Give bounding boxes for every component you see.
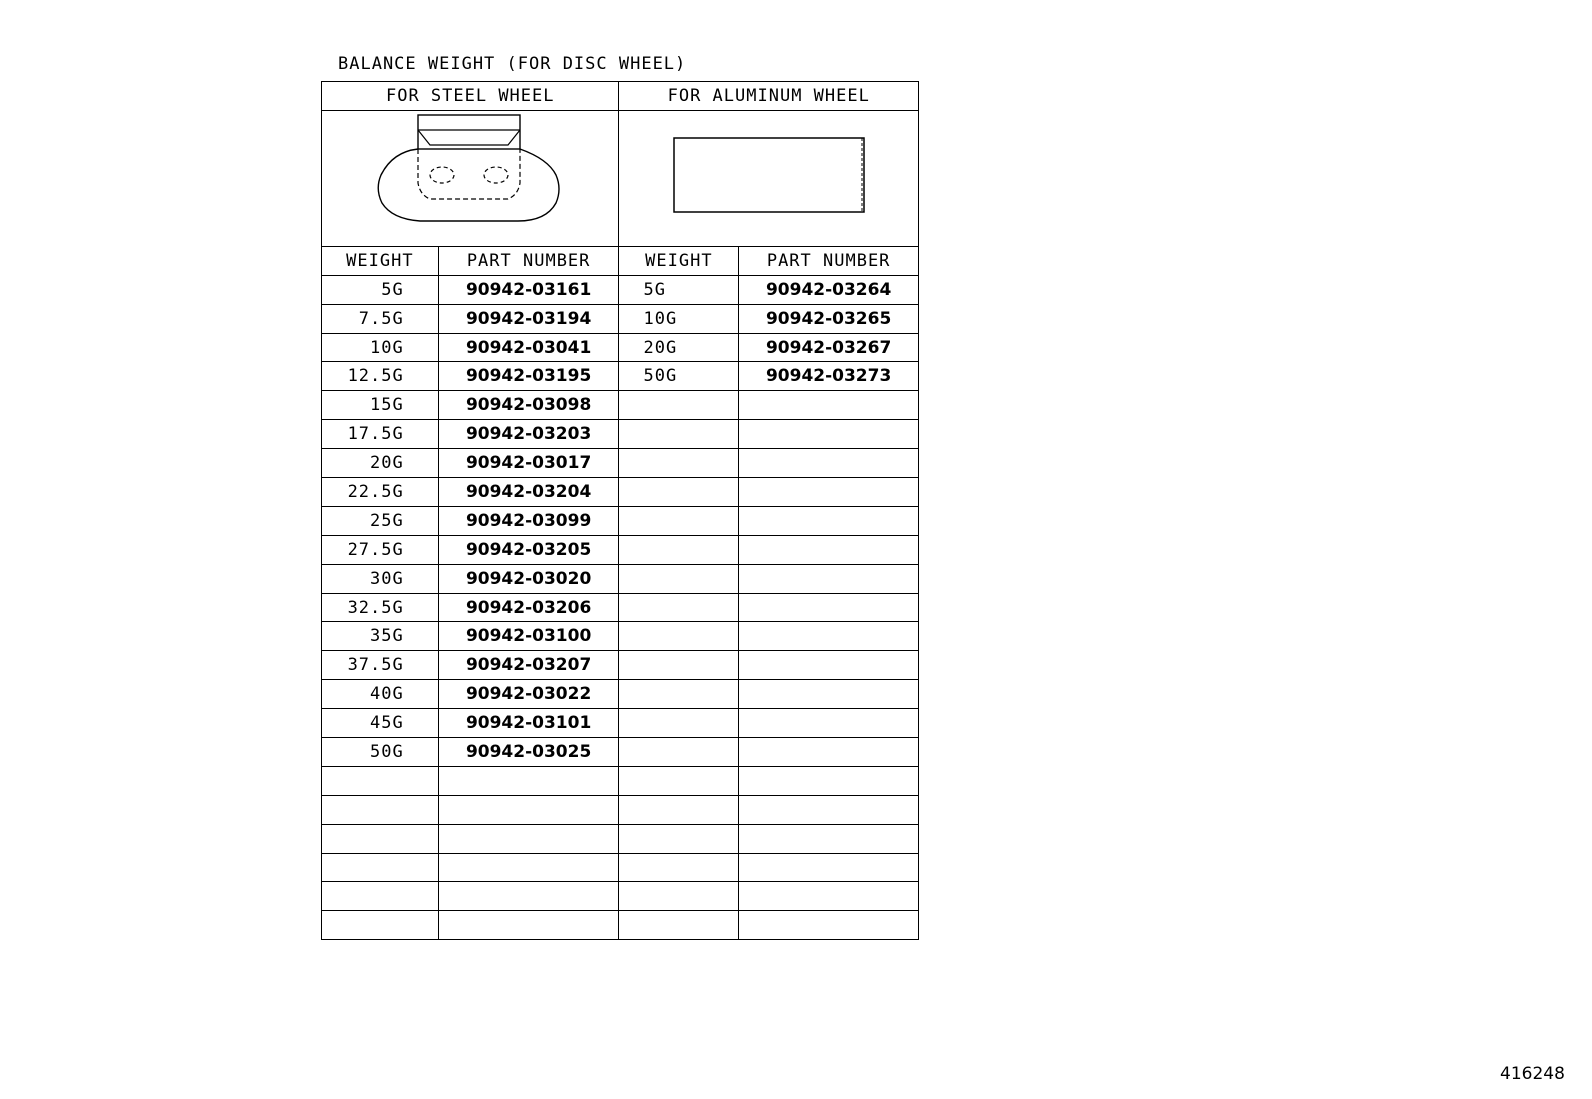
aluminum-part-number-cell xyxy=(739,420,919,449)
aluminum-weight-cell xyxy=(619,593,739,622)
aluminum-part-number-cell xyxy=(739,391,919,420)
steel-weight-cell: 35G xyxy=(322,622,439,651)
aluminum-weight-cell xyxy=(619,564,739,593)
aluminum-part-number-cell xyxy=(739,766,919,795)
steel-part-number-cell: 90942-03025 xyxy=(438,738,619,767)
aluminum-part-number-cell xyxy=(739,738,919,767)
aluminum-weight-cell: 5G xyxy=(619,275,739,304)
steel-part-number-cell: 90942-03206 xyxy=(438,593,619,622)
aluminum-part-number-cell xyxy=(739,535,919,564)
steel-weight-cell: 22.5G xyxy=(322,478,439,507)
steel-part-number-cell xyxy=(438,911,619,940)
aluminum-part-number-cell xyxy=(739,911,919,940)
column-header-row xyxy=(322,246,919,275)
aluminum-part-number-cell xyxy=(739,882,919,911)
aluminum-part-number-cell: 90942-03273 xyxy=(739,362,919,391)
table-row xyxy=(322,420,919,449)
aluminum-weight-cell: 50G xyxy=(619,362,739,391)
steel-part-number-cell: 90942-03020 xyxy=(438,564,619,593)
steel-part-number-cell xyxy=(438,882,619,911)
aluminum-part-number-cell: 90942-03267 xyxy=(739,333,919,362)
steel-weight-cell: 32.5G xyxy=(322,593,439,622)
table-row xyxy=(322,535,919,564)
steel-part-number-cell: 90942-03194 xyxy=(438,304,619,333)
aluminum-part-number-cell xyxy=(739,449,919,478)
steel-part-number-column-header: PART NUMBER xyxy=(438,246,619,275)
table-row xyxy=(322,593,919,622)
table-row xyxy=(322,738,919,767)
table-row xyxy=(322,651,919,680)
table-row xyxy=(322,680,919,709)
aluminum-weight-cell xyxy=(619,911,739,940)
table-row xyxy=(322,362,919,391)
steel-wheel-header: FOR STEEL WHEEL xyxy=(322,82,619,111)
aluminum-wheel-illustration-cell xyxy=(619,110,919,246)
aluminum-weight-cell xyxy=(619,853,739,882)
aluminum-weight-cell xyxy=(619,709,739,738)
aluminum-weight-cell: 20G xyxy=(619,333,739,362)
aluminum-weight-cell xyxy=(619,651,739,680)
aluminum-part-number-cell: 90942-03265 xyxy=(739,304,919,333)
aluminum-weight-cell xyxy=(619,506,739,535)
steel-part-number-cell xyxy=(438,853,619,882)
table-row xyxy=(322,853,919,882)
steel-weight-cell: 15G xyxy=(322,391,439,420)
steel-part-number-cell xyxy=(438,824,619,853)
steel-part-number-cell xyxy=(438,766,619,795)
steel-weight-cell: 10G xyxy=(322,333,439,362)
table-row xyxy=(322,333,919,362)
table-row xyxy=(322,766,919,795)
steel-weight-cell xyxy=(322,911,439,940)
aluminum-weight-cell xyxy=(619,882,739,911)
steel-weight-cell: 45G xyxy=(322,709,439,738)
balance-weight-table xyxy=(321,81,919,940)
table-row xyxy=(322,882,919,911)
table-row xyxy=(322,391,919,420)
table-row xyxy=(322,824,919,853)
aluminum-weight-cell xyxy=(619,795,739,824)
steel-weight-cell: 5G xyxy=(322,275,439,304)
table-row xyxy=(322,478,919,507)
steel-part-number-cell: 90942-03207 xyxy=(438,651,619,680)
aluminum-part-number-cell: 90942-03264 xyxy=(739,275,919,304)
wheel-type-header-row xyxy=(322,82,919,111)
steel-part-number-cell: 90942-03203 xyxy=(438,420,619,449)
steel-weight-cell: 25G xyxy=(322,506,439,535)
table-row xyxy=(322,304,919,333)
aluminum-part-number-cell xyxy=(739,651,919,680)
aluminum-weight-cell xyxy=(619,824,739,853)
table-row xyxy=(322,564,919,593)
diagram-caption: BALANCE WEIGHT (FOR DISC WHEEL) xyxy=(338,54,687,74)
aluminum-weight-cell xyxy=(619,449,739,478)
aluminum-part-number-cell xyxy=(739,478,919,507)
aluminum-weight-cell xyxy=(619,738,739,767)
aluminum-part-number-cell xyxy=(739,824,919,853)
adhesive-weight-illustration xyxy=(669,134,869,218)
steel-part-number-cell: 90942-03204 xyxy=(438,478,619,507)
steel-wheel-illustration-cell xyxy=(322,110,619,246)
steel-weight-cell: 17.5G xyxy=(322,420,439,449)
steel-part-number-cell: 90942-03195 xyxy=(438,362,619,391)
aluminum-weight-cell xyxy=(619,622,739,651)
table-row xyxy=(322,506,919,535)
aluminum-weight-cell xyxy=(619,535,739,564)
steel-part-number-cell: 90942-03205 xyxy=(438,535,619,564)
steel-part-number-cell: 90942-03099 xyxy=(438,506,619,535)
illustration-row xyxy=(322,110,919,246)
table-row xyxy=(322,911,919,940)
steel-part-number-cell: 90942-03161 xyxy=(438,275,619,304)
aluminum-wheel-header: FOR ALUMINUM WHEEL xyxy=(619,82,919,111)
table-body xyxy=(322,275,919,939)
aluminum-part-number-cell xyxy=(739,709,919,738)
illustration-reference-number: 416248 xyxy=(1500,1064,1565,1084)
aluminum-weight-column-header: WEIGHT xyxy=(619,246,739,275)
aluminum-part-number-cell xyxy=(739,506,919,535)
steel-weight-cell: 40G xyxy=(322,680,439,709)
clip-on-weight-illustration xyxy=(370,111,570,241)
aluminum-weight-cell: 10G xyxy=(619,304,739,333)
aluminum-part-number-cell xyxy=(739,795,919,824)
aluminum-part-number-column-header: PART NUMBER xyxy=(739,246,919,275)
steel-weight-cell: 27.5G xyxy=(322,535,439,564)
aluminum-weight-cell xyxy=(619,680,739,709)
steel-weight-column-header: WEIGHT xyxy=(322,246,439,275)
table-row xyxy=(322,449,919,478)
steel-weight-cell xyxy=(322,882,439,911)
steel-part-number-cell: 90942-03101 xyxy=(438,709,619,738)
steel-weight-cell: 20G xyxy=(322,449,439,478)
balance-weight-sheet xyxy=(321,81,919,1043)
steel-part-number-cell: 90942-03098 xyxy=(438,391,619,420)
steel-weight-cell: 7.5G xyxy=(322,304,439,333)
table-row xyxy=(322,275,919,304)
aluminum-weight-cell xyxy=(619,391,739,420)
aluminum-part-number-cell xyxy=(739,593,919,622)
aluminum-weight-cell xyxy=(619,478,739,507)
steel-weight-cell xyxy=(322,853,439,882)
steel-weight-cell: 12.5G xyxy=(322,362,439,391)
steel-weight-cell xyxy=(322,766,439,795)
table-row xyxy=(322,622,919,651)
steel-weight-cell xyxy=(322,824,439,853)
steel-weight-cell: 37.5G xyxy=(322,651,439,680)
aluminum-part-number-cell xyxy=(739,680,919,709)
steel-weight-cell: 30G xyxy=(322,564,439,593)
aluminum-part-number-cell xyxy=(739,564,919,593)
steel-part-number-cell xyxy=(438,795,619,824)
steel-weight-cell xyxy=(322,795,439,824)
table-row xyxy=(322,795,919,824)
steel-part-number-cell: 90942-03041 xyxy=(438,333,619,362)
table-row xyxy=(322,709,919,738)
aluminum-weight-cell xyxy=(619,766,739,795)
steel-part-number-cell: 90942-03022 xyxy=(438,680,619,709)
steel-part-number-cell: 90942-03100 xyxy=(438,622,619,651)
aluminum-part-number-cell xyxy=(739,853,919,882)
aluminum-part-number-cell xyxy=(739,622,919,651)
steel-part-number-cell: 90942-03017 xyxy=(438,449,619,478)
steel-weight-cell: 50G xyxy=(322,738,439,767)
aluminum-weight-cell xyxy=(619,420,739,449)
